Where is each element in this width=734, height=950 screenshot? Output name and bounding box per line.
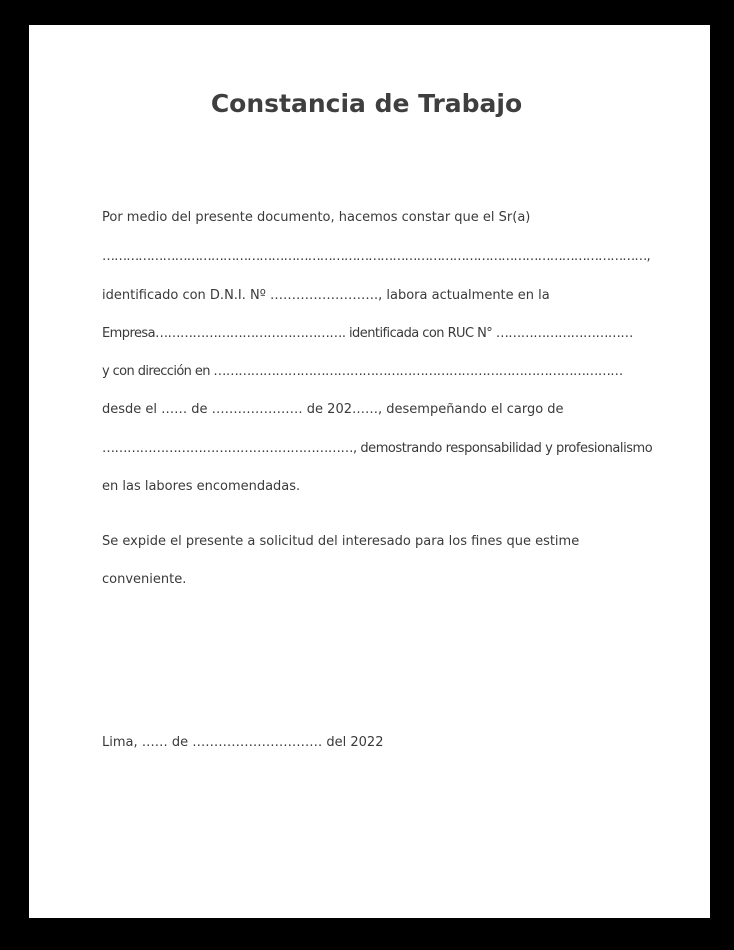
body-line-7: ……………………………………………………, demostrando responsabilidad y profesionalismo — [102, 441, 653, 456]
body-line-5: y con dirección en ……………………………………………………………………………………… — [102, 364, 623, 379]
closing-line-1: Se expide el presente a solicitud del interesado para los fines que estime — [102, 534, 580, 549]
body-line-4: Empresa………………………………………. identificada con RUC N° …………………………… — [102, 326, 633, 341]
signature-date-line: Lima, …… de ………………………… del 2022 — [102, 735, 384, 750]
closing-line-2: conveniente. — [102, 572, 187, 587]
document-page — [29, 25, 710, 918]
body-line-1: Por medio del presente documento, hacemos constar que el Sr(a) — [102, 210, 531, 225]
document-title: Constancia de Trabajo — [210, 89, 523, 118]
body-line-2: ………………………………………………………………………………………………………………………, — [102, 249, 650, 264]
body-line-8: en las labores encomendadas. — [102, 479, 301, 494]
body-line-3: identificado con D.N.I. Nº ……………………., labora actualmente en la — [102, 288, 550, 303]
body-line-6: desde el …… de ………………… de 202……, desempeñando el cargo de — [102, 402, 564, 417]
